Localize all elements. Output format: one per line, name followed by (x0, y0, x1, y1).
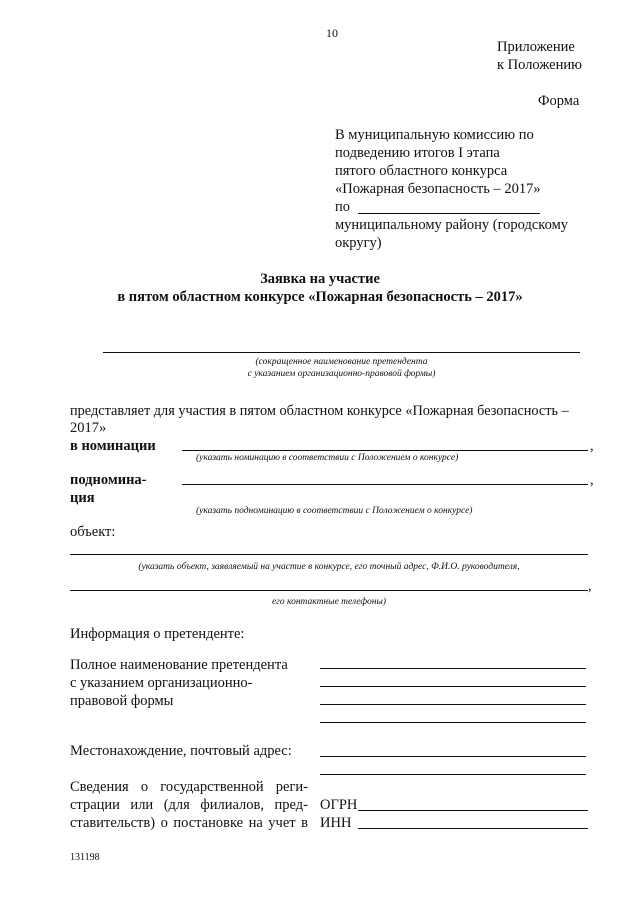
applicant-name-blank[interactable] (103, 352, 580, 353)
title-line-2: в пятом областном конкурсе «Пожарная безопасность – 2017» (117, 289, 523, 305)
addressee-line-7: округу) (335, 235, 382, 251)
applicant-hint-line-1: (сокращенное наименование претендента (255, 357, 428, 367)
title-line-1: Заявка на участие (260, 271, 380, 287)
nomination-blank[interactable] (182, 450, 588, 451)
footer-code: 131198 (70, 852, 100, 863)
location-blank-1[interactable] (320, 756, 586, 757)
location-blank-2[interactable] (320, 774, 586, 775)
object-hint-2: его контактные телефоны) (271, 597, 387, 607)
nomination-label: в номинации (70, 438, 156, 454)
object-hint-1: (указать объект, заявляемый на участие в конкурсе, его точный адрес, Ф.И.О. руководителя, (138, 562, 520, 572)
ogrn-blank[interactable] (358, 810, 588, 811)
district-blank[interactable] (358, 213, 540, 214)
full-name-blank-3[interactable] (320, 704, 586, 705)
object-blank-2[interactable] (70, 590, 588, 591)
addressee-line-6: муниципальному району (городскому (335, 217, 569, 233)
applicant-hint-line-2: с указанием организационно-правовой формы) (247, 369, 436, 379)
addressee-line-4: «Пожарная безопасность – 2017» (335, 181, 541, 197)
nomination-hint: (указать номинацию в соответствии с Положением о конкурсе) (196, 453, 459, 463)
object-label: объект: (70, 524, 116, 540)
object-comma: , (588, 578, 592, 594)
form-label: Форма (538, 93, 580, 109)
full-name-line-2: с указанием организационно- (70, 675, 253, 691)
subnomination-label-2: ция (70, 490, 95, 506)
addressee-line-2: подведению итогов I этапа (335, 145, 500, 161)
subnomination-blank[interactable] (182, 484, 588, 485)
full-name-line-3: правовой формы (70, 693, 174, 709)
registration-line-2: страции или (для филиалов, пред- (70, 797, 308, 813)
full-name-blank-2[interactable] (320, 686, 586, 687)
info-heading: Информация о претенденте: (70, 626, 245, 642)
subnomination-label-1: подномина- (70, 472, 147, 488)
location-label: Местонахождение, почтовый адрес: (70, 743, 292, 759)
subnomination-comma: , (590, 472, 594, 488)
addressee-line-5: по (335, 199, 351, 215)
full-name-blank-4[interactable] (320, 722, 586, 723)
registration-line-1: Сведения о государственной реги- (70, 779, 308, 795)
appendix-line-1: Приложение (497, 39, 575, 55)
object-blank-1[interactable] (70, 554, 588, 555)
presents-line-1: представляет для участия в пятом областном конкурсе «Пожарная безопасность – (70, 403, 569, 419)
registration-line-3: ставительств) о постановке на учет в (70, 815, 308, 831)
presents-line-2: 2017» (70, 420, 107, 436)
nomination-comma: , (590, 438, 594, 454)
appendix-line-2: к Положению (497, 57, 582, 73)
subnomination-hint: (указать подноминацию в соответствии с Положением о конкурсе) (196, 506, 473, 516)
ogrn-label: ОГРН (320, 797, 358, 813)
full-name-blank-1[interactable] (320, 668, 586, 669)
addressee-line-1: В муниципальную комиссию по (335, 127, 534, 143)
inn-label: ИНН (320, 815, 352, 831)
full-name-line-1: Полное наименование претендента (70, 657, 288, 673)
page-number: 10 (326, 26, 338, 40)
inn-blank[interactable] (358, 828, 588, 829)
addressee-line-3: пятого областного конкурса (335, 163, 508, 179)
